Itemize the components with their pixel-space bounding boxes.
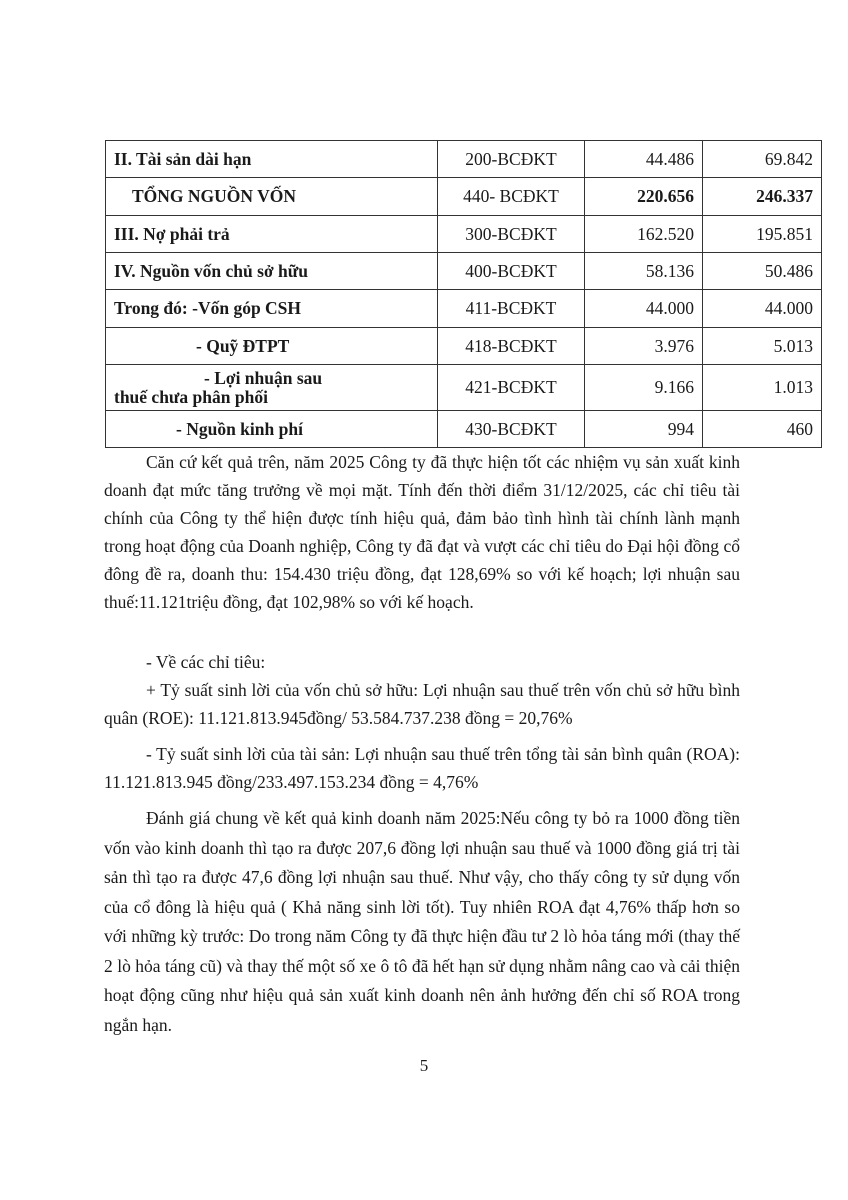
- row-value-current: 460: [703, 411, 822, 448]
- row-code: 418-BCĐKT: [438, 328, 585, 365]
- table-row: [106, 290, 822, 328]
- paragraph-assessment: Đánh giá chung về kết quả kinh doanh năm 2025:Nếu công ty bỏ ra 1000 đồng tiền vốn vào kinh doanh thì tạo ra được 207,6 đồng lợi nhuận sau thuế và 1000 đồng giá trị tài sản thì tạo ra được 47,6 đồng lợi nhuận sau thuế. Như vậy, cho thấy công ty sử dụng vốn của cổ đông là hiệu quả ( Khả năng sinh lời tốt). Tuy nhiên ROA đạt 4,76% thấp hơn so với những kỳ trước: Do trong năm Công ty đã thực hiện đầu tư 2 lò hỏa táng mới (thay thế 2 lò hỏa táng cũ) và thay thế một số xe ô tô đã hết hạn sử dụng nhằm nâng cao và cải thiện hoạt động cũng như hiệu quả sản xuất kinh doanh nên ảnh hưởng đến chỉ số ROA trong ngắn hạn.: [104, 808, 740, 1035]
- paragraph-indicators-heading: - Về các chỉ tiêu:: [146, 652, 266, 672]
- row-code: 400-BCĐKT: [438, 253, 585, 290]
- row-code: 440- BCĐKT: [438, 178, 585, 216]
- paragraph-roe: + Tỷ suất sinh lời của vốn chủ sở hữu: Lợi nhuận sau thuế trên vốn chủ sở hữu bình quân (ROE): 11.121.813.945đồng/ 53.584.737.238 đồng = 20,76%: [104, 680, 740, 728]
- row-value-prior: 44.486: [585, 141, 703, 178]
- row-value-prior: 9.166: [585, 365, 703, 411]
- page-number: 5: [419, 1056, 429, 1075]
- row-value-prior: 994: [585, 411, 703, 448]
- row-value-current: 50.486: [703, 253, 822, 290]
- paragraph-roa: - Tỷ suất sinh lời của tài sản: Lợi nhuận sau thuế trên tổng tài sản bình quân (ROA): 11.121.813.945 đồng/233.497.153.234 đồng = 4,76%: [104, 744, 740, 792]
- row-value-prior: 44.000: [585, 290, 703, 328]
- row-value-current: 195.851: [703, 216, 822, 253]
- row-value-current: 69.842: [703, 141, 822, 178]
- table-row: [106, 178, 822, 216]
- row-label: - Quỹ ĐTPT: [106, 328, 438, 365]
- row-value-prior: 162.520: [585, 216, 703, 253]
- row-value-current: 1.013: [703, 365, 822, 411]
- row-value-prior: 3.976: [585, 328, 703, 365]
- table-row: [106, 141, 822, 178]
- row-label: TỔNG NGUỒN VỐN: [106, 178, 438, 216]
- table-row: [106, 365, 822, 411]
- row-code: 421-BCĐKT: [438, 365, 585, 411]
- row-value-prior: 58.136: [585, 253, 703, 290]
- row-code: 300-BCĐKT: [438, 216, 585, 253]
- row-label: III. Nợ phải trả: [106, 216, 438, 253]
- row-label: [106, 365, 438, 411]
- row-label: - Nguồn kinh phí: [106, 411, 438, 448]
- table-row: [106, 253, 822, 290]
- row-label: IV. Nguồn vốn chủ sở hữu: [106, 253, 438, 290]
- row-value-current: 44.000: [703, 290, 822, 328]
- row-code: 200-BCĐKT: [438, 141, 585, 178]
- paragraph-summary: Căn cứ kết quả trên, năm 2025 Công ty đã thực hiện tốt các nhiệm vụ sản xuất kinh doanh đạt mức tăng trưởng về mọi mặt. Tính đến thời điểm 31/12/2025, các chỉ tiêu tài chính của Công ty thể hiện được tính hiệu quả, đảm bảo tình hình tài chính lành mạnh trong hoạt động của Doanh nghiệp, Công ty đã đạt và vượt các chỉ tiêu do Đại hội đồng cổ đông đề ra, doanh thu: 154.430 triệu đồng, đạt 128,69% so với kế hoạch; lợi nhuận sau thuế:11.121triệu đồng, đạt 102,98% so với kế hoạch.: [104, 452, 740, 612]
- table-row: [106, 328, 822, 365]
- row-label: Trong đó: -Vốn góp CSH: [106, 290, 438, 328]
- row-label: II. Tài sản dài hạn: [106, 141, 438, 178]
- row-code: 411-BCĐKT: [438, 290, 585, 328]
- table-row: [106, 216, 822, 253]
- row-value-prior: 220.656: [585, 178, 703, 216]
- table-row: [106, 411, 822, 448]
- row-value-current: 5.013: [703, 328, 822, 365]
- row-value-current: 246.337: [703, 178, 822, 216]
- row-label-line2: thuế chưa phân phối: [114, 386, 268, 407]
- financial-table: [105, 140, 822, 448]
- row-code: 430-BCĐKT: [438, 411, 585, 448]
- row-label-line1: - Lợi nhuận sau: [204, 367, 323, 388]
